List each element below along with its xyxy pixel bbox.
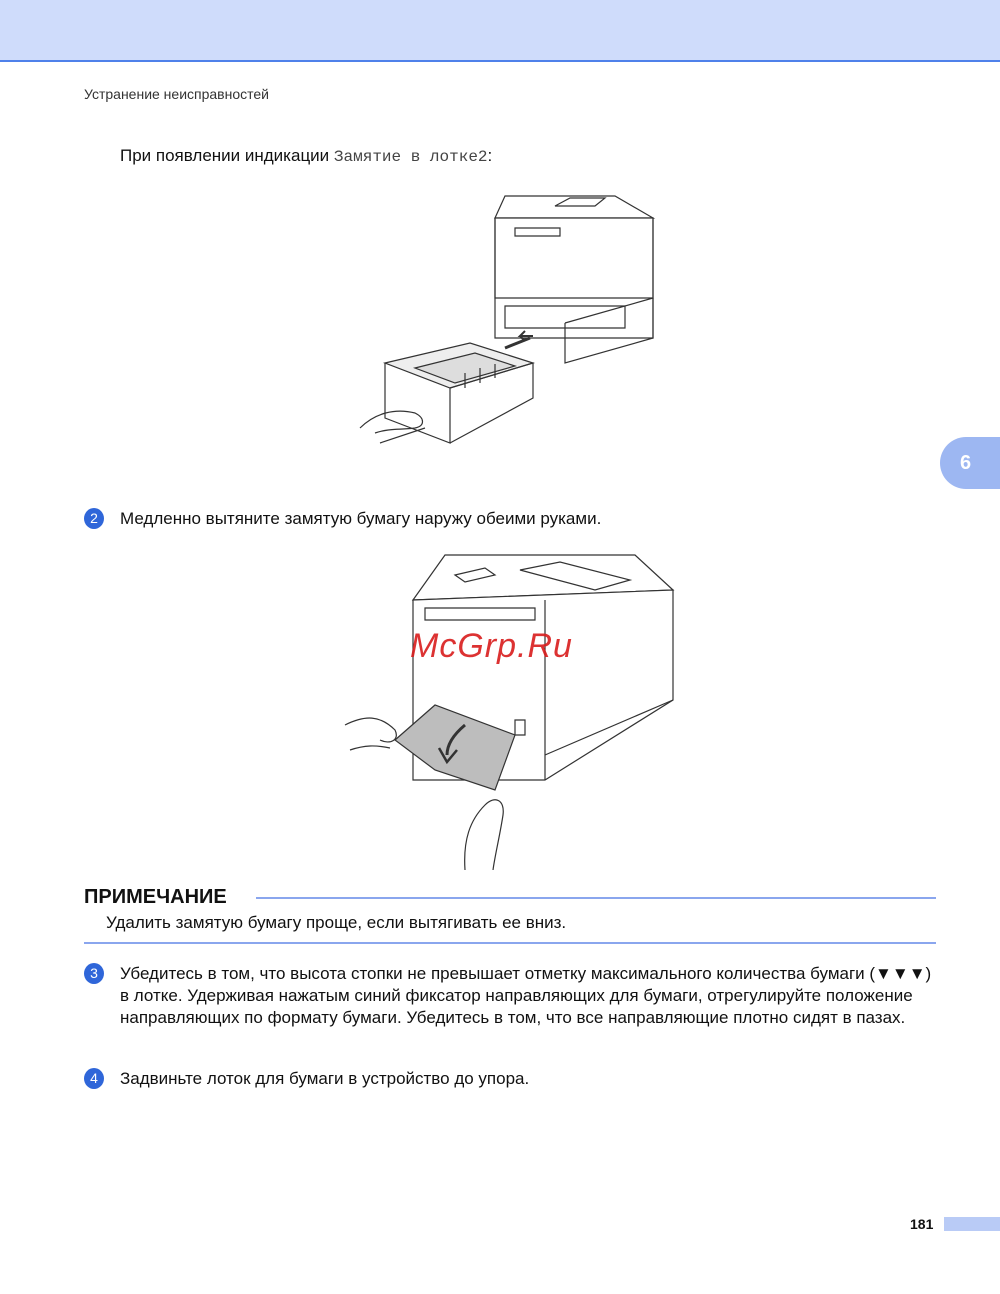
intro-prefix: При появлении индикации (120, 146, 334, 165)
step-4-number: 4 (84, 1068, 104, 1089)
step-2-number: 2 (84, 508, 104, 529)
chapter-tab: 6 (940, 437, 1000, 489)
running-header: Устранение неисправностей (84, 86, 269, 102)
step-3 (84, 963, 944, 1029)
step-2 (84, 508, 944, 530)
display-message: Замятие в лотке2 (333, 148, 488, 166)
step-3-number: 3 (84, 963, 104, 984)
step-2-text: Медленно вытяните замятую бумагу наружу обеими руками. (120, 509, 602, 528)
step-4-text: Задвиньте лоток для бумаги в устройство до упора. (120, 1069, 530, 1088)
watermark: McGrp.Ru (410, 627, 573, 665)
intro-instruction (120, 146, 492, 166)
note-rule-bottom (84, 942, 936, 944)
note-rule-top (256, 897, 936, 899)
note-title: ПРИМЕЧАНИЕ (84, 886, 227, 908)
step-4 (84, 1068, 944, 1090)
jammed-paper-removal-illustration (335, 540, 680, 870)
step-3-text: Убедитесь в том, что высота стопки не превышает отметку максимального количества бумаги (▼▼▼) в лотке. Удерживая нажатым синий фиксатор направляющих для бумаги, отрегулируйте положение направляющих по формату бумаги. Убедитесь в том, что все направляющие плотно сидят в пазах. (120, 964, 932, 1027)
printer-tray-removal-illustration (355, 188, 665, 450)
intro-suffix: : (487, 146, 493, 165)
note-text: Удалить замятую бумагу проще, если вытягивать ее вниз. (106, 913, 567, 932)
page-top-band (0, 0, 1000, 62)
page-number: 181 (910, 1216, 934, 1232)
page-number-bar (944, 1217, 1000, 1231)
